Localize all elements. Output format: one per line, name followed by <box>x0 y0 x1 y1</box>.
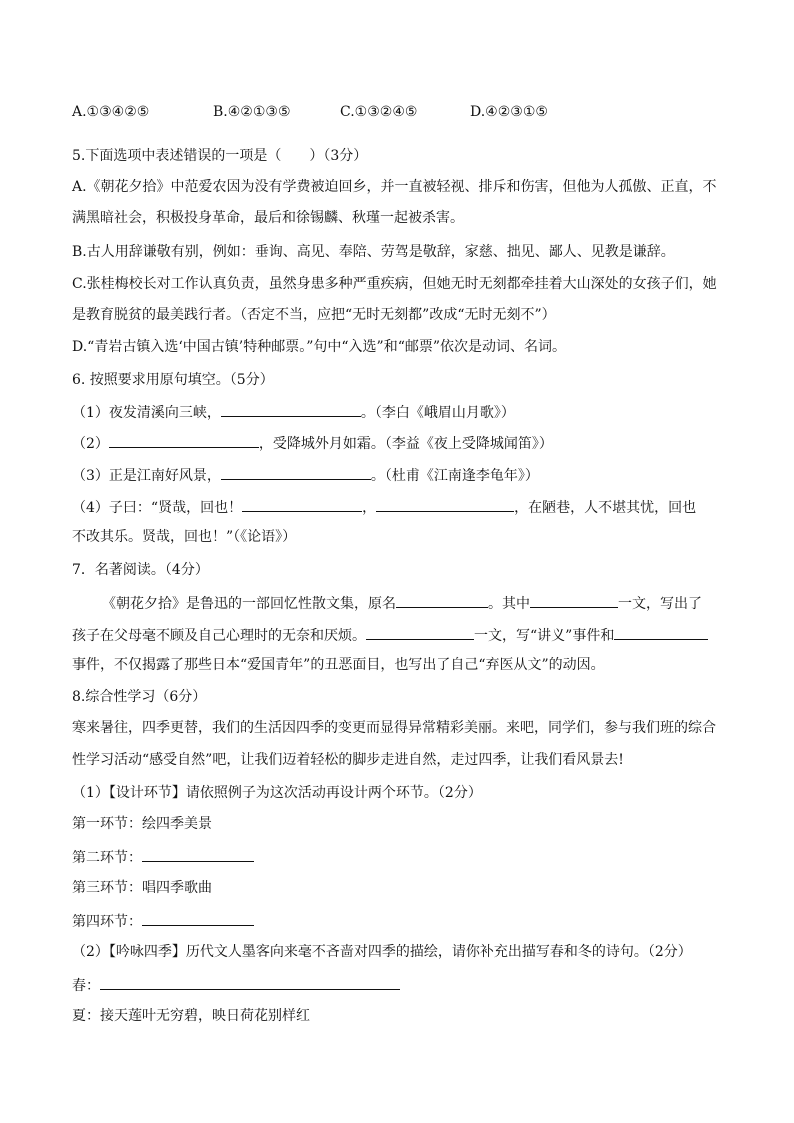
q8-step-4-blank[interactable] <box>142 910 254 926</box>
q8-title: 8.综合性学习（6分） <box>72 689 207 705</box>
q8-step-2-label: 第二环节： <box>72 850 142 866</box>
q6-item-4-blank-2[interactable] <box>376 496 514 512</box>
q6-item-2 <box>72 432 722 454</box>
q8-intro-line2: 性学习活动“感受自然”吧，让我们迈着轻松的脚步走进自然，走过四季，让我们看风景去! <box>72 752 624 768</box>
q7-title: 7．名著阅读。（4分） <box>72 562 209 578</box>
q6-item-1-blank[interactable] <box>221 401 361 417</box>
q6-item-1 <box>72 401 722 423</box>
q7-text-2b: 一文，写“讲义”事件和 <box>474 628 615 644</box>
q6-item-4 <box>72 496 722 518</box>
q4-option-d: D.④②③①⑤ <box>470 104 548 120</box>
q4-option-b: B.④②①③⑤ <box>213 104 291 120</box>
q6-item-2-prefix: （2） <box>72 436 109 452</box>
q6-item-4-blank-1[interactable] <box>242 496 362 512</box>
q6-item-2-suffix: ，受降城外月如霜。（李益《夜上受降城闻笛》） <box>258 436 553 452</box>
q7-blank-event[interactable] <box>614 624 708 640</box>
q8-step-2 <box>72 846 722 868</box>
q7-blank-original-title[interactable] <box>396 592 488 608</box>
q7-paragraph-line3: 事件，不仅揭露了那些日本“爱国青年”的丑恶面目，也写出了自己“弃医从文”的动因。 <box>72 657 605 673</box>
q8-sub1-title: （1）【设计环节】请依照例子为这次活动再设计两个环节。（2分） <box>72 785 482 801</box>
q8-step-4 <box>72 910 722 932</box>
q6-item-4-separator: ， <box>362 500 377 516</box>
q8-spring-label: 春： <box>72 978 100 994</box>
q5-option-a-line2: 满黑暗社会，积极投身革命，最后和徐锡麟、秋瑾一起被杀害。 <box>72 210 464 226</box>
q6-item-3-blank[interactable] <box>221 464 371 480</box>
q7-paragraph-line2 <box>72 624 722 646</box>
q5-option-a-line1: A.《朝花夕拾》中范爱农因为没有学费被迫回乡，并一直被轻视、排斥和伤害，但他为人孤傲、正直，不 <box>72 179 717 195</box>
q8-intro-line1: 寒来暑往，四季更替，我们的生活因四季的变更而显得异常精彩美丽。来吧，同学们，参与我们班的综合 <box>72 720 716 736</box>
q5-title: 5.下面选项中表述错误的一项是（ ）（3分） <box>72 148 368 164</box>
q5-option-b: B.古人用辞谦敬有别，例如：垂询、高见、奉陪、劳驾是敬辞，家慈、拙见、鄙人、见教是谦辞。 <box>72 244 675 260</box>
q5-option-d: D.“青岩古镇入选‘中国古镇’特种邮票。”句中“入选”和“邮票”依次是动词、名词。 <box>72 339 567 355</box>
q6-item-4-suffix: ，在陋巷，人不堪其忧，回也 <box>514 500 697 516</box>
q6-item-4-prefix: （4）子曰：“贤哉，回也！ <box>72 500 243 516</box>
q7-text-1a: 《朝花夕拾》是鲁迅的一部回忆性散文集，原名 <box>102 596 396 612</box>
q8-step-2-blank[interactable] <box>142 846 254 862</box>
q6-title: 6. 按照要求用原句填空。（5分） <box>72 372 274 388</box>
q7-text-2a: 孩子在父母毫不顾及自己心理时的无奈和厌烦。 <box>72 628 366 644</box>
q6-item-3-prefix: （3）正是江南好风景， <box>72 468 221 484</box>
q7-text-1b: 。其中 <box>488 596 530 612</box>
q7-text-1c: 一文，写出了 <box>618 596 702 612</box>
q8-step-3: 第三环节：唱四季歌曲 <box>72 880 212 896</box>
q8-sub2-title: （2）【吟咏四季】历代文人墨客向来毫不吝啬对四季的描绘，请你补充出描写春和冬的诗句。（2分） <box>72 944 692 960</box>
q7-blank-essay-1[interactable] <box>530 592 618 608</box>
q6-item-3 <box>72 464 722 486</box>
q6-item-1-prefix: （1）夜发清溪向三峡， <box>72 405 221 421</box>
q8-spring <box>72 974 722 996</box>
q8-step-4-label: 第四环节： <box>72 914 142 930</box>
q6-item-1-suffix: 。（李白《峨眉山月歌》） <box>360 405 515 421</box>
q8-spring-blank[interactable] <box>100 974 400 990</box>
q8-summer: 夏：接天莲叶无穷碧，映日荷花别样红 <box>72 1008 310 1024</box>
q6-item-4-line2: 不改其乐。贤哉，回也！”（《论语》） <box>72 529 297 545</box>
q4-option-c: C.①③②④⑤ <box>340 104 418 120</box>
q7-blank-essay-2[interactable] <box>366 624 474 640</box>
q4-option-a: A.①③④②⑤ <box>72 104 150 120</box>
q8-step-1: 第一环节：绘四季美景 <box>72 816 212 832</box>
q5-option-c-line1: C.张桂梅校长对工作认真负责，虽然身患多种严重疾病，但她无时无刻都牵挂着大山深处的女孩子们，她 <box>72 276 717 292</box>
q6-item-2-blank[interactable] <box>109 432 259 448</box>
q5-option-c-line2: 是教育脱贫的最美践行者。（否定不当，应把“无时无刻都”改成“无时无刻不”） <box>72 307 556 323</box>
q6-item-3-suffix: 。（杜甫《江南逢李龟年》） <box>370 468 539 484</box>
q7-paragraph-line1 <box>102 592 722 614</box>
